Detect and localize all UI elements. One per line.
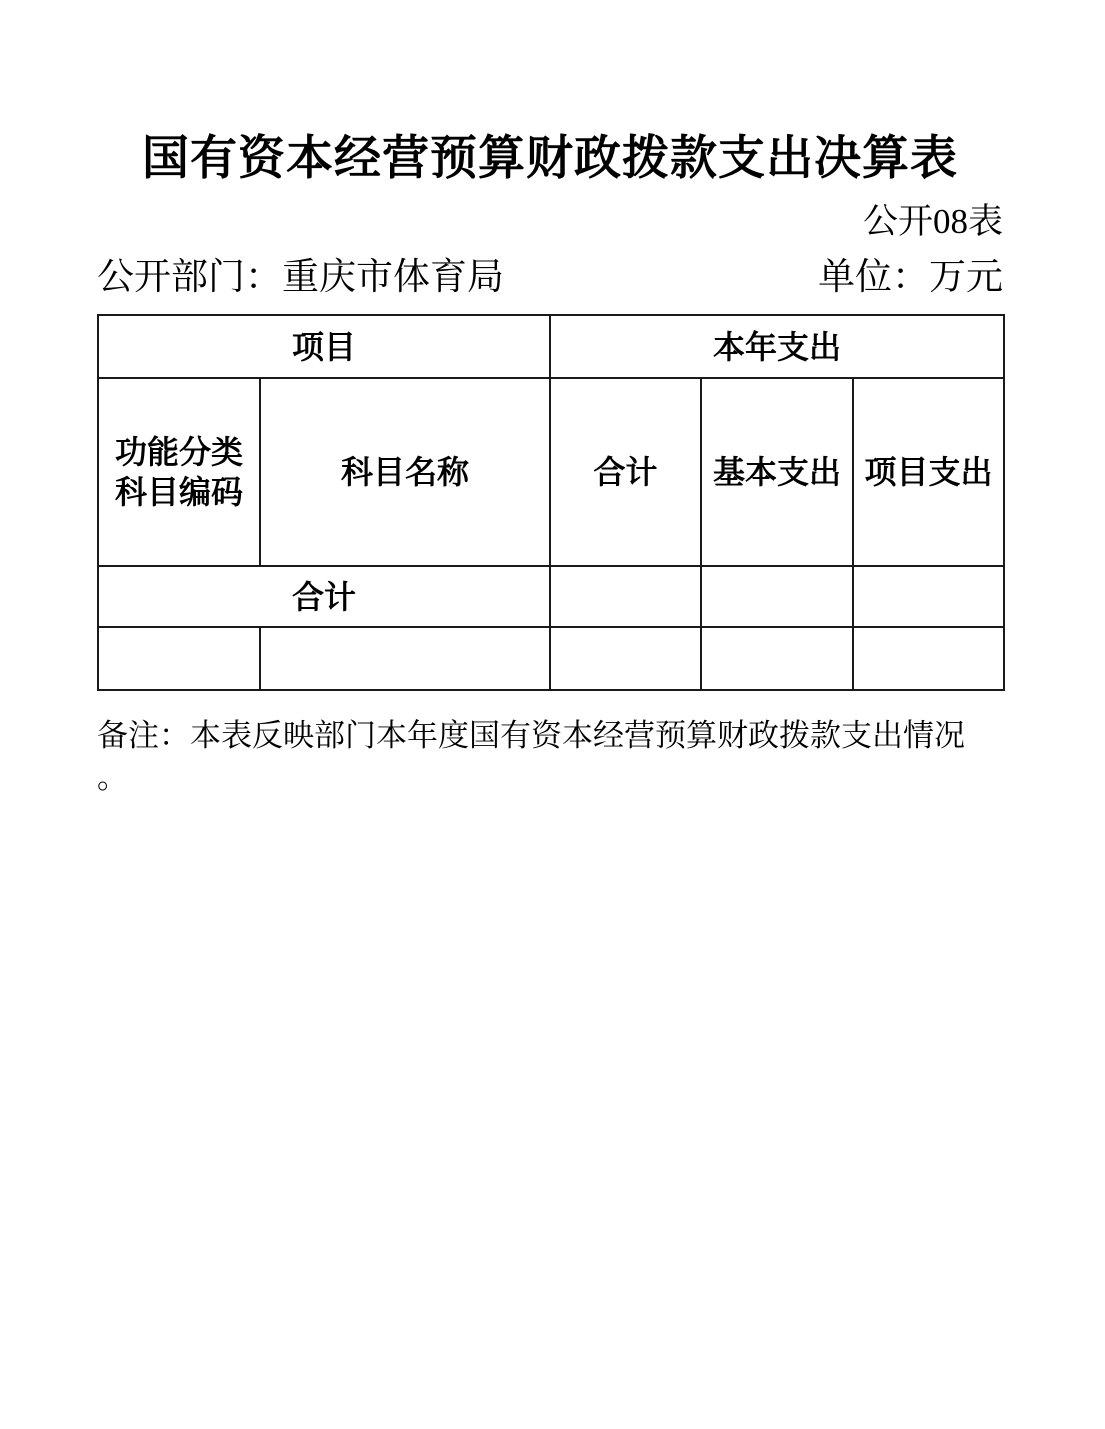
- empty-row-basic-cell: [701, 627, 853, 690]
- total-row-basic-cell: [701, 566, 853, 627]
- col-header-basic-expenditure: 基本支出: [701, 378, 853, 566]
- document-page: [97, 0, 1003, 799]
- table-empty-row: [98, 627, 1004, 690]
- total-row-label: 合计: [98, 566, 550, 627]
- table-column-header-row: [98, 378, 1004, 566]
- total-row-project-cell: [853, 566, 1004, 627]
- department-label: 公开部门：: [97, 257, 282, 298]
- form-code: 公开08表: [862, 202, 1003, 241]
- empty-row-project-cell: [853, 627, 1004, 690]
- unit-label: 单位：: [818, 257, 929, 298]
- department-value: 重庆市体育局: [282, 257, 504, 298]
- form-code-line: [97, 200, 1003, 244]
- department-line: [97, 254, 504, 302]
- col-header-project-expenditure: 项目支出: [853, 378, 1004, 566]
- unit-value: 万元: [929, 257, 1003, 298]
- empty-row-name-cell: [260, 627, 550, 690]
- col-header-function-code: 功能分类科目编码: [98, 378, 260, 566]
- table-group-header-row: [98, 315, 1004, 378]
- expenditure-table: [97, 314, 1005, 691]
- total-row-total-cell: [550, 566, 701, 627]
- page-title: 国有资本经营预算财政拨款支出决算表: [142, 131, 958, 184]
- col-header-total: 合计: [550, 378, 701, 566]
- empty-row-code-cell: [98, 627, 260, 690]
- col-header-subject-name: 科目名称: [260, 378, 550, 566]
- note: 备注：本表反映部门本年度国有资本经营预算财政拨款支出情况 。: [97, 718, 965, 795]
- group-header-current-year-expenditure: 本年支出: [550, 315, 1004, 378]
- empty-row-total-cell: [550, 627, 701, 690]
- table-total-row: [98, 566, 1004, 627]
- group-header-item: 项目: [98, 315, 550, 378]
- unit-line: [818, 254, 1003, 302]
- meta-line: [97, 254, 1003, 302]
